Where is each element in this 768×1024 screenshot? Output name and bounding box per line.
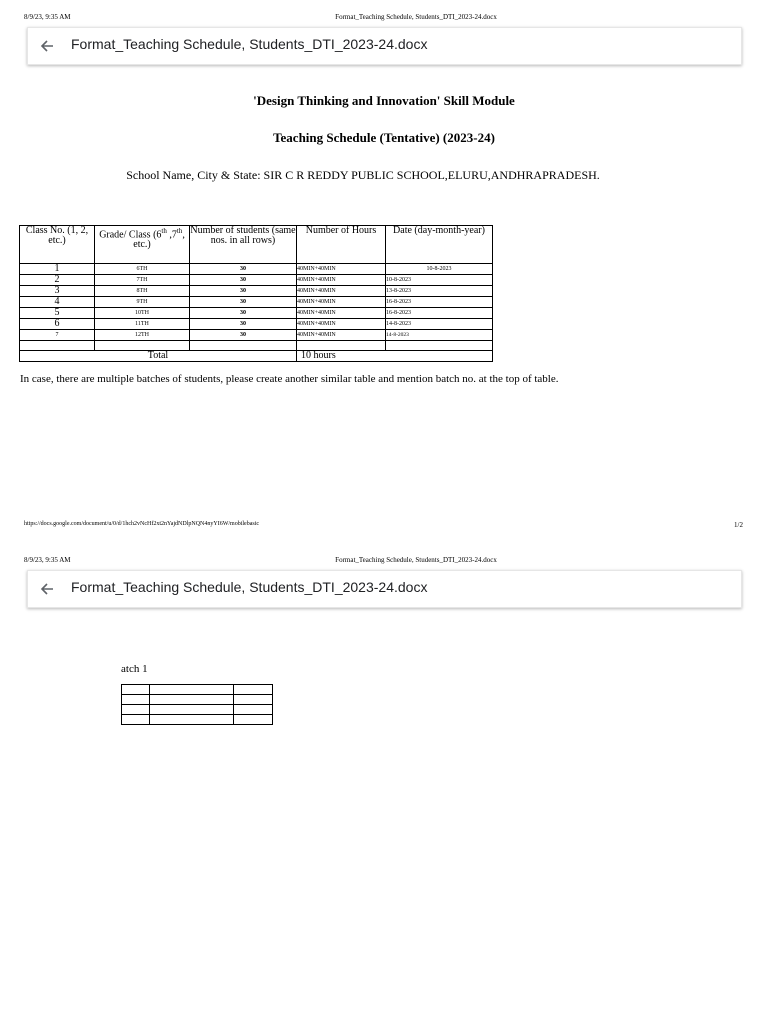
arrow-left-icon[interactable]: [38, 37, 56, 55]
cell-students: 30: [190, 308, 297, 319]
header-grade: Grade/ Class (6th ,7th, etc.): [95, 226, 190, 264]
cell-date: 10-8-2023: [386, 264, 493, 275]
table-row: [20, 275, 493, 286]
print-header: [0, 10, 768, 24]
cell-grade: 7TH: [95, 275, 190, 286]
cell-hours: 40MIN+40MIN: [297, 308, 386, 319]
cell-date: 16-8-2023: [386, 297, 493, 308]
cell-students: 30: [190, 297, 297, 308]
module-heading: 'Design Thinking and Innovation' Skill Module: [253, 93, 515, 108]
table-row: [20, 330, 493, 341]
table-row-empty: [20, 341, 493, 351]
print-footer-url: https://docs.google.com/document/u/0/d/1hch2vNcHf2xt2nYajdNDlpNQN4nyYI6W/mobilebasic: [24, 521, 260, 527]
print-datetime: 8/9/23, 9:35 AM: [24, 556, 71, 564]
total-label: Total: [20, 351, 297, 362]
print-header: [0, 553, 768, 567]
app-bar: [27, 570, 742, 608]
cell-grade: 11TH: [95, 319, 190, 330]
cell-grade: 9TH: [95, 297, 190, 308]
table-row: [20, 264, 493, 275]
cell-hours: 40MIN+40MIN: [297, 286, 386, 297]
cell-students: 30: [190, 264, 297, 275]
header-class-no: Class No. (1, 2, etc.): [20, 226, 95, 264]
cell-hours: 40MIN+40MIN: [297, 264, 386, 275]
schedule-heading: Teaching Schedule (Tentative) (2023-24): [273, 130, 495, 145]
cell-hours: 40MIN+40MIN: [297, 297, 386, 308]
cell-date: 16-8-2023: [386, 308, 493, 319]
cell-class-no: 6: [20, 319, 95, 330]
header-hours: Number of Hours: [297, 226, 386, 264]
cell-class-no: 2: [20, 275, 95, 286]
table-row: [122, 685, 273, 695]
cell-hours: 40MIN+40MIN: [297, 330, 386, 341]
print-footer-page: 1/2: [734, 521, 743, 529]
table-row: [122, 715, 273, 725]
empty-batch-table: [121, 684, 273, 725]
table-row: [20, 308, 493, 319]
cell-hours: 40MIN+40MIN: [297, 319, 386, 330]
table-total-row: [20, 351, 493, 362]
cell-class-no: 3: [20, 286, 95, 297]
cell-students: 30: [190, 275, 297, 286]
document-title: Format_Teaching Schedule, Students_DTI_2023-24.docx: [71, 579, 428, 595]
table-row: [20, 297, 493, 308]
batch-note: In case, there are multiple batches of students, please create another similar table and mention batch no. at the top of table.: [20, 373, 559, 385]
arrow-left-icon[interactable]: [38, 580, 56, 598]
cell-students: 30: [190, 330, 297, 341]
total-hours: 10 hours: [297, 351, 493, 362]
header-students: Number of students (same nos. in all rows): [190, 226, 297, 264]
cell-date: 14-8-2023: [386, 319, 493, 330]
table-row: [20, 286, 493, 297]
cell-grade: 6TH: [95, 264, 190, 275]
header-date: Date (day-month-year): [386, 226, 493, 264]
cell-students: 30: [190, 319, 297, 330]
cell-grade: 10TH: [95, 308, 190, 319]
table-row: [20, 319, 493, 330]
print-filename: Format_Teaching Schedule, Students_DTI_2023-24.docx: [335, 556, 497, 564]
cell-class-no: 1: [20, 264, 95, 275]
table-row: [122, 695, 273, 705]
print-datetime: 8/9/23, 9:35 AM: [24, 13, 71, 21]
app-bar: [27, 27, 742, 65]
batch-label: atch 1: [121, 663, 148, 675]
cell-hours: 40MIN+40MIN: [297, 275, 386, 286]
cell-date: 10-8-2023: [386, 275, 493, 286]
cell-class-no: 7: [20, 330, 95, 341]
table-row: [122, 705, 273, 715]
print-filename: Format_Teaching Schedule, Students_DTI_2023-24.docx: [335, 13, 497, 21]
schedule-table: [19, 225, 493, 362]
cell-date: 13-8-2023: [386, 286, 493, 297]
cell-grade: 12TH: [95, 330, 190, 341]
document-title: Format_Teaching Schedule, Students_DTI_2023-24.docx: [71, 36, 428, 52]
cell-class-no: 5: [20, 308, 95, 319]
cell-grade: 8TH: [95, 286, 190, 297]
cell-class-no: 4: [20, 297, 95, 308]
table-header-row: [20, 226, 493, 264]
cell-students: 30: [190, 286, 297, 297]
cell-date: 14-8-2023: [386, 330, 493, 341]
school-line: School Name, City & State: SIR C R REDDY PUBLIC SCHOOL,ELURU,ANDHRAPRADESH.: [126, 168, 600, 182]
